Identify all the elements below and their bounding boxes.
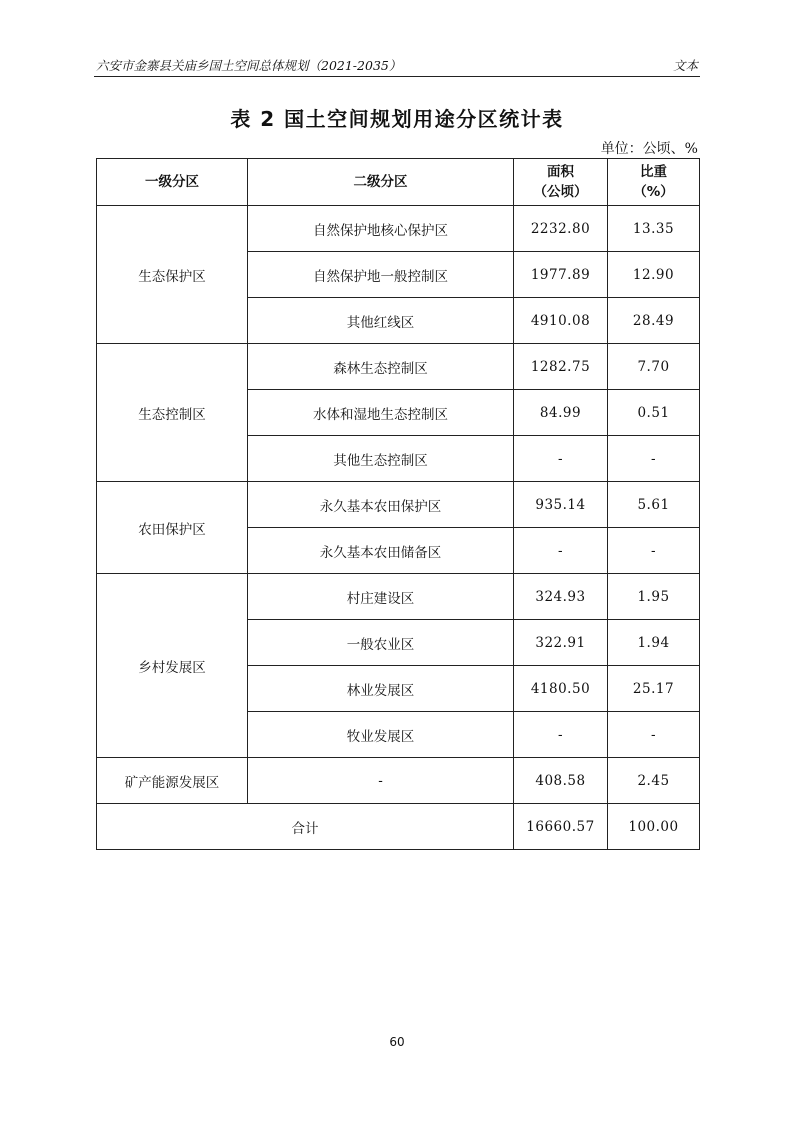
table-row xyxy=(97,344,700,390)
area-cell: 1977.89 xyxy=(514,252,608,298)
ratio-cell: 1.95 xyxy=(608,574,700,620)
secondary-zone-cell: 其他红线区 xyxy=(248,298,514,344)
ratio-cell: - xyxy=(608,436,700,482)
header-area-label: 面积 xyxy=(547,164,574,180)
primary-zone-cell: 农田保护区 xyxy=(97,482,248,574)
area-cell: - xyxy=(514,436,608,482)
ratio-cell: 2.45 xyxy=(608,758,700,804)
area-cell: 84.99 xyxy=(514,390,608,436)
header-ratio-unit: （%） xyxy=(633,184,674,200)
zoning-statistics-table xyxy=(96,158,700,850)
primary-zone-cell: 生态控制区 xyxy=(97,344,248,482)
header-primary-zone: 一级分区 xyxy=(97,159,248,206)
header-ratio xyxy=(608,159,700,206)
ratio-cell: 25.17 xyxy=(608,666,700,712)
area-cell: - xyxy=(514,712,608,758)
secondary-zone-cell: - xyxy=(248,758,514,804)
area-cell: 324.93 xyxy=(514,574,608,620)
table-row xyxy=(97,482,700,528)
secondary-zone-cell: 一般农业区 xyxy=(248,620,514,666)
area-cell: 408.58 xyxy=(514,758,608,804)
secondary-zone-cell: 村庄建设区 xyxy=(248,574,514,620)
area-cell: 4180.50 xyxy=(514,666,608,712)
secondary-zone-cell: 水体和湿地生态控制区 xyxy=(248,390,514,436)
section-label: 文本 xyxy=(672,58,698,73)
primary-zone-cell: 矿产能源发展区 xyxy=(97,758,248,804)
primary-zone-cell: 乡村发展区 xyxy=(97,574,248,758)
area-cell: 935.14 xyxy=(514,482,608,528)
area-cell: 2232.80 xyxy=(514,206,608,252)
ratio-cell: 7.70 xyxy=(608,344,700,390)
table-body xyxy=(97,206,700,850)
secondary-zone-cell: 林业发展区 xyxy=(248,666,514,712)
area-cell: - xyxy=(514,528,608,574)
ratio-cell: 5.61 xyxy=(608,482,700,528)
table-row xyxy=(97,758,700,804)
document-name: 六安市金寨县关庙乡国土空间总体规划（2021-2035） xyxy=(96,58,402,73)
total-ratio: 100.00 xyxy=(608,804,700,850)
area-cell: 1282.75 xyxy=(514,344,608,390)
total-label: 合计 xyxy=(97,804,514,850)
secondary-zone-cell: 牧业发展区 xyxy=(248,712,514,758)
unit-note: 单位：公顷、% xyxy=(600,141,698,157)
ratio-cell: - xyxy=(608,528,700,574)
secondary-zone-cell: 自然保护地一般控制区 xyxy=(248,252,514,298)
header-area-unit: （公顷） xyxy=(533,184,588,200)
ratio-cell: - xyxy=(608,712,700,758)
secondary-zone-cell: 永久基本农田保护区 xyxy=(248,482,514,528)
secondary-zone-cell: 自然保护地核心保护区 xyxy=(248,206,514,252)
primary-zone-cell: 生态保护区 xyxy=(97,206,248,344)
total-area: 16660.57 xyxy=(514,804,608,850)
area-cell: 322.91 xyxy=(514,620,608,666)
total-row xyxy=(97,804,700,850)
table-row xyxy=(97,574,700,620)
ratio-cell: 0.51 xyxy=(608,390,700,436)
header-ratio-label: 比重 xyxy=(640,164,667,180)
page-header xyxy=(94,54,700,77)
ratio-cell: 1.94 xyxy=(608,620,700,666)
header-secondary-zone: 二级分区 xyxy=(248,159,514,206)
page-number: 60 xyxy=(389,1035,405,1049)
header-area xyxy=(514,159,608,206)
ratio-cell: 28.49 xyxy=(608,298,700,344)
ratio-cell: 12.90 xyxy=(608,252,700,298)
secondary-zone-cell: 森林生态控制区 xyxy=(248,344,514,390)
secondary-zone-cell: 其他生态控制区 xyxy=(248,436,514,482)
secondary-zone-cell: 永久基本农田储备区 xyxy=(248,528,514,574)
table-row xyxy=(97,206,700,252)
table-header-row xyxy=(97,159,700,206)
area-cell: 4910.08 xyxy=(514,298,608,344)
ratio-cell: 13.35 xyxy=(608,206,700,252)
table-title: 表 2 国土空间规划用途分区统计表 xyxy=(230,107,564,131)
